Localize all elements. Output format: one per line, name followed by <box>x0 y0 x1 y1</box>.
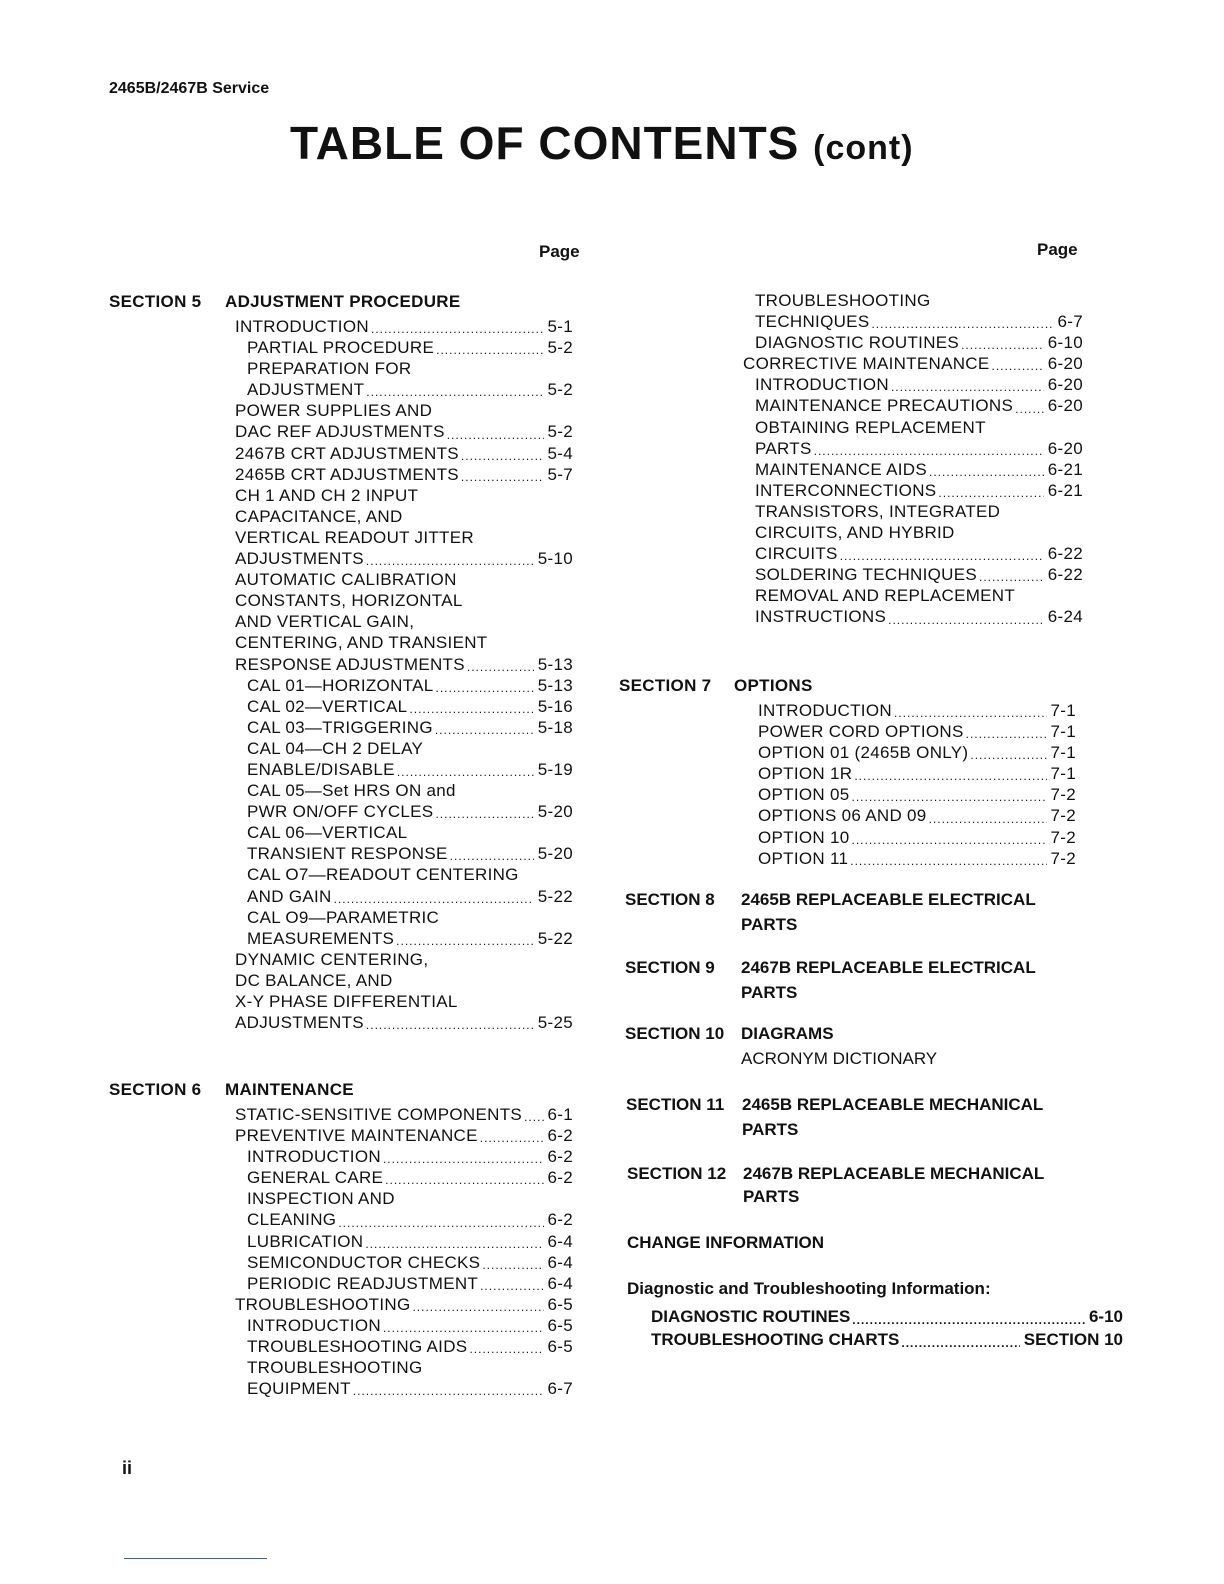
dot-leader <box>396 933 534 949</box>
toc-entry-title: INTERCONNECTIONS <box>755 480 937 500</box>
toc-entry <box>235 316 573 337</box>
toc-entry-title: CONSTANTS, HORIZONTAL <box>235 591 463 611</box>
toc-entry <box>743 480 1083 501</box>
toc-entry-title: DAC REF ADJUSTMENTS <box>235 422 445 442</box>
toc-entry <box>743 606 1083 627</box>
toc-entry-title: CH 1 AND CH 2 INPUT <box>235 485 419 505</box>
toc-entry-title: POWER SUPPLIES AND <box>235 401 433 421</box>
toc-entry-title: PARTS <box>755 438 812 458</box>
section-title-line2: PARTS <box>741 915 798 934</box>
dot-leader <box>992 358 1044 374</box>
toc-entry-title: CAL 05—Set HRS ON and <box>247 781 456 801</box>
dot-leader <box>961 337 1044 353</box>
toc-entry-title: ENABLE/DISABLE <box>247 759 395 779</box>
footer-rule <box>124 1558 267 1559</box>
toc-entry-title: MAINTENANCE PRECAUTIONS <box>755 396 1014 416</box>
toc-entry <box>235 443 573 464</box>
toc-entry-title: CAL 01—HORIZONTAL <box>247 675 434 695</box>
change-information <box>627 1233 824 1253</box>
toc-entry-title: AUTOMATIC CALIBRATION <box>235 570 457 590</box>
toc-entry-title: INSTRUCTIONS <box>755 607 887 627</box>
dot-leader <box>482 1257 543 1273</box>
toc-entry-page: 6-22 <box>1047 565 1083 585</box>
section-title-line1: 2467B REPLACEABLE ELECTRICAL <box>741 958 1036 977</box>
toc-entry <box>758 763 1076 784</box>
toc-entry <box>235 1294 573 1315</box>
toc-entry-title: CAL 02—VERTICAL <box>247 696 408 716</box>
toc-entry <box>235 759 573 780</box>
toc-entry-title: INTRODUCTION <box>755 375 889 395</box>
toc-entry-title: REMOVAL AND REPLACEMENT <box>755 586 1016 606</box>
toc-entry-title: X-Y PHASE DIFFERENTIAL <box>235 992 458 1011</box>
toc-entry <box>235 654 573 675</box>
dot-leader <box>469 1341 543 1357</box>
toc-entry-title: SEMICONDUCTOR CHECKS <box>247 1252 481 1272</box>
toc-entry-title: CAL 03—TRIGGERING <box>247 717 433 737</box>
toc-entry <box>235 548 573 569</box>
toc-entry-title: OPTIONS 06 AND 09 <box>758 806 927 826</box>
toc-entry <box>651 1328 1123 1351</box>
dot-leader <box>852 832 1047 848</box>
toc-entry <box>758 848 1076 869</box>
title-main: TABLE OF CONTENTS <box>290 117 800 169</box>
section-number: SECTION 9 <box>625 958 715 977</box>
dot-leader <box>979 569 1044 585</box>
toc-entry-title: PWR ON/OFF CYCLES <box>247 802 434 822</box>
page-column-label-left: Page <box>539 242 580 261</box>
toc-entry-page: 6-5 <box>547 1294 573 1314</box>
section-7-heading <box>619 676 1089 700</box>
section-number: SECTION 5 <box>109 292 202 311</box>
toc-entry-page: 5-13 <box>537 675 573 695</box>
toc-entry-title: PREVENTIVE MAINTENANCE <box>235 1126 478 1146</box>
dot-leader <box>435 680 533 696</box>
toc-entry-page: 5-13 <box>537 654 573 674</box>
dot-leader <box>891 379 1044 395</box>
section-6-continued <box>743 290 1083 628</box>
toc-entry-page: 6-20 <box>1047 375 1083 395</box>
dot-leader <box>888 612 1044 628</box>
toc-entry <box>758 700 1076 721</box>
section-number: SECTION 8 <box>625 890 715 909</box>
section-5-heading <box>109 292 579 316</box>
dot-leader <box>371 321 544 337</box>
section-title-line1: 2465B REPLACEABLE ELECTRICAL <box>741 890 1036 909</box>
toc-entry <box>743 311 1083 332</box>
dot-leader <box>840 548 1044 564</box>
toc-entry-page: 6-1 <box>547 1105 573 1124</box>
dot-leader <box>852 789 1047 805</box>
toc-entry <box>235 1209 573 1230</box>
toc-entry-page: 6-24 <box>1047 607 1083 627</box>
dot-leader <box>894 705 1047 721</box>
toc-entry-page: 5-20 <box>537 844 573 864</box>
dot-leader <box>966 726 1047 742</box>
toc-entry-page: 5-2 <box>547 380 573 400</box>
toc-entry-title: OPTION 10 <box>758 827 850 847</box>
toc-entry <box>235 464 573 485</box>
toc-entry <box>758 784 1076 805</box>
toc-entry-page: 5-22 <box>537 886 573 906</box>
toc-entry-page: 6-2 <box>547 1126 573 1146</box>
dot-leader <box>929 811 1047 827</box>
dot-leader <box>435 806 533 822</box>
section-6-heading <box>109 1080 579 1104</box>
toc-entry-title: CIRCUITS, AND HYBRID <box>755 523 955 543</box>
diagnostic-heading: Diagnostic and Troubleshooting Information: <box>627 1279 991 1298</box>
toc-entry-page: 6-10 <box>1088 1307 1123 1326</box>
dot-leader <box>436 342 543 358</box>
toc-entry-page: 5-1 <box>547 317 573 336</box>
toc-entry-title: INTRODUCTION <box>247 1315 381 1335</box>
toc-entry <box>235 1336 573 1357</box>
toc-entry <box>743 438 1083 459</box>
section-7 <box>619 676 1089 869</box>
toc-entry-title: 2465B CRT ADJUSTMENTS <box>235 464 459 484</box>
toc-entry <box>235 337 573 358</box>
toc-entry <box>235 1378 573 1399</box>
section-name: ADJUSTMENT PROCEDURE <box>225 292 461 311</box>
toc-entry <box>743 353 1083 374</box>
toc-entry-title: TROUBLESHOOTING CHARTS <box>651 1330 900 1349</box>
toc-entry-page: 6-5 <box>547 1337 573 1357</box>
section-title-line2: PARTS <box>742 1120 799 1139</box>
page-title <box>290 116 914 170</box>
toc-entry <box>758 805 1076 826</box>
dot-leader <box>854 768 1046 784</box>
dot-leader <box>871 316 1053 332</box>
toc-entry-page: 5-2 <box>547 338 573 358</box>
toc-entry <box>743 395 1083 416</box>
dot-leader <box>480 1278 543 1294</box>
toc-entry-title: INSPECTION AND <box>247 1189 395 1209</box>
toc-entry-page: 5-7 <box>547 464 573 484</box>
change-information-label: CHANGE INFORMATION <box>627 1233 825 1252</box>
toc-entry-title: TROUBLESHOOTING AIDS <box>247 1337 468 1357</box>
toc-entry-title: TROUBLESHOOTING <box>247 1358 423 1378</box>
dot-leader <box>412 1299 543 1315</box>
toc-entry-title: CAL 04—CH 2 DELAY <box>247 738 424 758</box>
toc-entry-title: CORRECTIVE MAINTENANCE <box>743 354 990 374</box>
toc-entry-page: 7-2 <box>1050 785 1076 805</box>
dot-leader <box>397 764 534 780</box>
toc-entry <box>235 421 573 442</box>
title-suffix: (cont) <box>813 129 914 167</box>
toc-entry-page: 7-1 <box>1050 701 1076 720</box>
toc-entry <box>758 827 1076 848</box>
section-title-line2: PARTS <box>743 1187 800 1206</box>
toc-entry <box>743 332 1083 353</box>
dot-leader <box>383 1151 544 1167</box>
dot-leader <box>901 1335 1019 1351</box>
toc-entry-title: OPTION 05 <box>758 785 850 805</box>
toc-entry-title: TRANSISTORS, INTEGRATED <box>755 501 1001 521</box>
toc-entry-title: LUBRICATION <box>247 1231 364 1251</box>
dot-leader <box>338 1215 543 1231</box>
dot-leader <box>366 553 534 569</box>
section-title-line2: PARTS <box>741 983 798 1002</box>
dot-leader <box>435 722 534 738</box>
toc-entry-title: CAL O7—READOUT CENTERING <box>247 865 519 885</box>
dot-leader <box>480 1130 544 1146</box>
toc-entry-page: 6-21 <box>1047 480 1083 500</box>
toc-entry-title: PERIODIC READJUSTMENT <box>247 1273 479 1293</box>
toc-entry <box>235 1315 573 1336</box>
toc-entry-page: 5-16 <box>537 696 573 716</box>
toc-entry-title: AND VERTICAL GAIN, <box>235 612 415 632</box>
toc-entry-title: OPTION 01 (2465B ONLY) <box>758 743 969 763</box>
toc-entry-page: 6-4 <box>547 1273 573 1293</box>
toc-entry-title: INTRODUCTION <box>247 1147 381 1167</box>
toc-entry <box>235 717 573 738</box>
toc-entry-page: 6-2 <box>547 1147 573 1167</box>
toc-entry-page: 5-25 <box>537 1013 573 1033</box>
toc-entry-page: 6-2 <box>547 1210 573 1230</box>
section-number: SECTION 11 <box>626 1095 725 1114</box>
toc-entry-title: CLEANING <box>247 1210 337 1230</box>
toc-entry-page: 5-20 <box>537 802 573 822</box>
section-title-line2: ACRONYM DICTIONARY <box>741 1049 938 1068</box>
toc-entry-title: OBTAINING REPLACEMENT <box>755 417 986 437</box>
toc-entry-title: ADJUSTMENT <box>247 380 365 400</box>
toc-entry-title: GENERAL CARE <box>247 1168 384 1188</box>
toc-entry <box>235 1125 573 1146</box>
section-number: SECTION 7 <box>619 676 712 695</box>
section-5-entries <box>235 316 573 1033</box>
dot-leader <box>970 747 1046 763</box>
toc-entry-title: OPTION 11 <box>758 848 849 868</box>
toc-entry-page: 6-20 <box>1047 396 1083 416</box>
toc-entry-title: MEASUREMENTS <box>247 928 395 948</box>
page-number: ii <box>122 1458 133 1478</box>
toc-entry-title: POWER CORD OPTIONS <box>758 722 964 742</box>
toc-entry-title: CAL 06—VERTICAL <box>247 823 408 843</box>
toc-entry <box>235 1231 573 1252</box>
toc-entry-page: 6-5 <box>547 1315 573 1335</box>
dot-leader <box>938 485 1043 501</box>
dot-leader <box>366 384 543 400</box>
dot-leader <box>447 427 544 443</box>
toc-entry-page: 5-19 <box>537 759 573 779</box>
toc-entry-title: PREPARATION FOR <box>247 359 412 379</box>
dot-leader <box>450 848 534 864</box>
toc-entry <box>235 696 573 717</box>
section-title-line1: 2467B REPLACEABLE MECHANICAL <box>743 1164 1045 1183</box>
section-6 <box>109 1080 579 1399</box>
toc-entry-page: 5-2 <box>547 422 573 442</box>
toc-entry <box>235 1146 573 1167</box>
toc-entry-page: 6-7 <box>1057 312 1083 332</box>
section-number: SECTION 6 <box>109 1080 202 1099</box>
toc-entry-title: MAINTENANCE AIDS <box>755 459 927 479</box>
toc-entry-title: VERTICAL READOUT JITTER <box>235 527 474 547</box>
toc-entry-page: 7-1 <box>1050 722 1076 742</box>
toc-entry-page: 6-20 <box>1047 438 1083 458</box>
toc-entry <box>235 1252 573 1273</box>
toc-entry-page: 5-22 <box>537 928 573 948</box>
dot-leader <box>365 1236 543 1252</box>
toc-entry <box>235 1273 573 1294</box>
toc-entry <box>235 1167 573 1188</box>
dot-leader <box>409 701 533 717</box>
toc-entry-page: 6-20 <box>1047 354 1083 374</box>
section-name: MAINTENANCE <box>225 1080 354 1099</box>
section-number: SECTION 10 <box>625 1024 725 1043</box>
section-7-entries <box>758 700 1076 869</box>
toc-entry <box>758 721 1076 742</box>
toc-entry-page: 7-2 <box>1050 806 1076 826</box>
toc-entry-page: 6-4 <box>547 1231 573 1251</box>
toc-entry-title: SOLDERING TECHNIQUES <box>755 565 978 585</box>
dot-leader <box>461 469 544 485</box>
toc-entry-title: DIAGNOSTIC ROUTINES <box>651 1307 851 1326</box>
toc-entry-title: STATIC-SENSITIVE COMPONENTS <box>235 1105 523 1124</box>
toc-entry-page: 7-1 <box>1050 764 1076 784</box>
diagnostic-entries <box>651 1305 1123 1351</box>
section-title-line1: DIAGRAMS <box>741 1024 834 1043</box>
toc-entry <box>235 675 573 696</box>
dot-leader <box>852 1312 1085 1328</box>
toc-entry-page: 5-10 <box>537 549 573 569</box>
toc-entry-page: 5-4 <box>547 443 573 463</box>
dot-leader <box>353 1383 544 1399</box>
toc-entry-title: CAL O9—PARAMETRIC <box>247 907 440 927</box>
dot-leader <box>461 448 544 464</box>
section-6-continued-entries <box>743 290 1083 628</box>
toc-entry-title: CIRCUITS <box>755 544 838 564</box>
toc-entry-title: 2467B CRT ADJUSTMENTS <box>235 443 459 463</box>
toc-entry-title: OPTION 1R <box>758 764 853 784</box>
page-column-label-right: Page <box>1037 240 1078 259</box>
toc-entry <box>235 379 573 400</box>
toc-entry-title: DYNAMIC CENTERING, <box>235 949 429 969</box>
dot-leader <box>467 659 534 675</box>
toc-entry <box>743 564 1083 585</box>
section-5 <box>109 292 579 1033</box>
dot-leader <box>366 1017 534 1033</box>
dot-leader <box>524 1109 543 1125</box>
dot-leader <box>383 1320 544 1336</box>
toc-entry-title: PARTIAL PROCEDURE <box>247 338 435 358</box>
toc-entry-title: INTRODUCTION <box>758 701 892 720</box>
toc-entry-title: AND GAIN <box>247 886 332 906</box>
dot-leader <box>814 443 1044 459</box>
toc-entry-page: 6-10 <box>1047 333 1083 353</box>
toc-entry-title: DIAGNOSTIC ROUTINES <box>755 333 960 353</box>
running-header: 2465B/2467B Service <box>109 80 270 97</box>
section-title-line1: 2465B REPLACEABLE MECHANICAL <box>742 1095 1044 1114</box>
dot-leader <box>334 891 534 907</box>
toc-entry-title: DC BALANCE, AND <box>235 970 393 990</box>
section-name: OPTIONS <box>734 676 813 695</box>
toc-entry-page: 6-7 <box>547 1379 573 1399</box>
diagnostic-info <box>627 1279 1127 1351</box>
toc-entry-title: TRANSIENT RESPONSE <box>247 844 448 864</box>
dot-leader <box>1015 401 1044 417</box>
toc-entry-title: TROUBLESHOOTING <box>235 1294 411 1314</box>
toc-entry <box>235 801 573 822</box>
toc-entry <box>743 543 1083 564</box>
dot-leader <box>385 1172 543 1188</box>
dot-leader <box>850 853 1046 869</box>
toc-entry <box>235 843 573 864</box>
toc-entry-page: 6-4 <box>547 1252 573 1272</box>
toc-entry <box>235 1012 573 1033</box>
toc-entry-title: ADJUSTMENTS <box>235 549 364 569</box>
section-number: SECTION 12 <box>627 1164 727 1183</box>
toc-entry-page: 7-2 <box>1050 848 1076 868</box>
dot-leader <box>929 464 1044 480</box>
toc-entry <box>235 928 573 949</box>
toc-entry-title: RESPONSE ADJUSTMENTS <box>235 654 465 674</box>
toc-entry <box>758 742 1076 763</box>
toc-entry-page: SECTION 10 <box>1023 1330 1123 1349</box>
toc-entry <box>651 1305 1123 1328</box>
toc-entry <box>743 374 1083 395</box>
toc-entry-page: 6-22 <box>1047 544 1083 564</box>
toc-entry-title: TROUBLESHOOTING <box>755 291 931 310</box>
toc-entry-page: 7-1 <box>1050 743 1076 763</box>
toc-entry-title: TECHNIQUES <box>755 312 870 332</box>
toc-entry-title: ADJUSTMENTS <box>235 1013 364 1033</box>
toc-entry-page: 6-2 <box>547 1168 573 1188</box>
toc-entry <box>235 1104 573 1125</box>
section-6-entries <box>235 1104 573 1399</box>
toc-entry-page: 7-2 <box>1050 827 1076 847</box>
toc-entry-title: EQUIPMENT <box>247 1379 351 1399</box>
toc-entry-title: INTRODUCTION <box>235 317 369 336</box>
toc-entry-page: 6-21 <box>1047 459 1083 479</box>
toc-entry <box>743 459 1083 480</box>
toc-entry-title: CENTERING, AND TRANSIENT <box>235 633 488 653</box>
toc-entry-page: 5-18 <box>537 717 573 737</box>
toc-entry-title: CAPACITANCE, AND <box>235 506 403 526</box>
toc-entry <box>235 886 573 907</box>
